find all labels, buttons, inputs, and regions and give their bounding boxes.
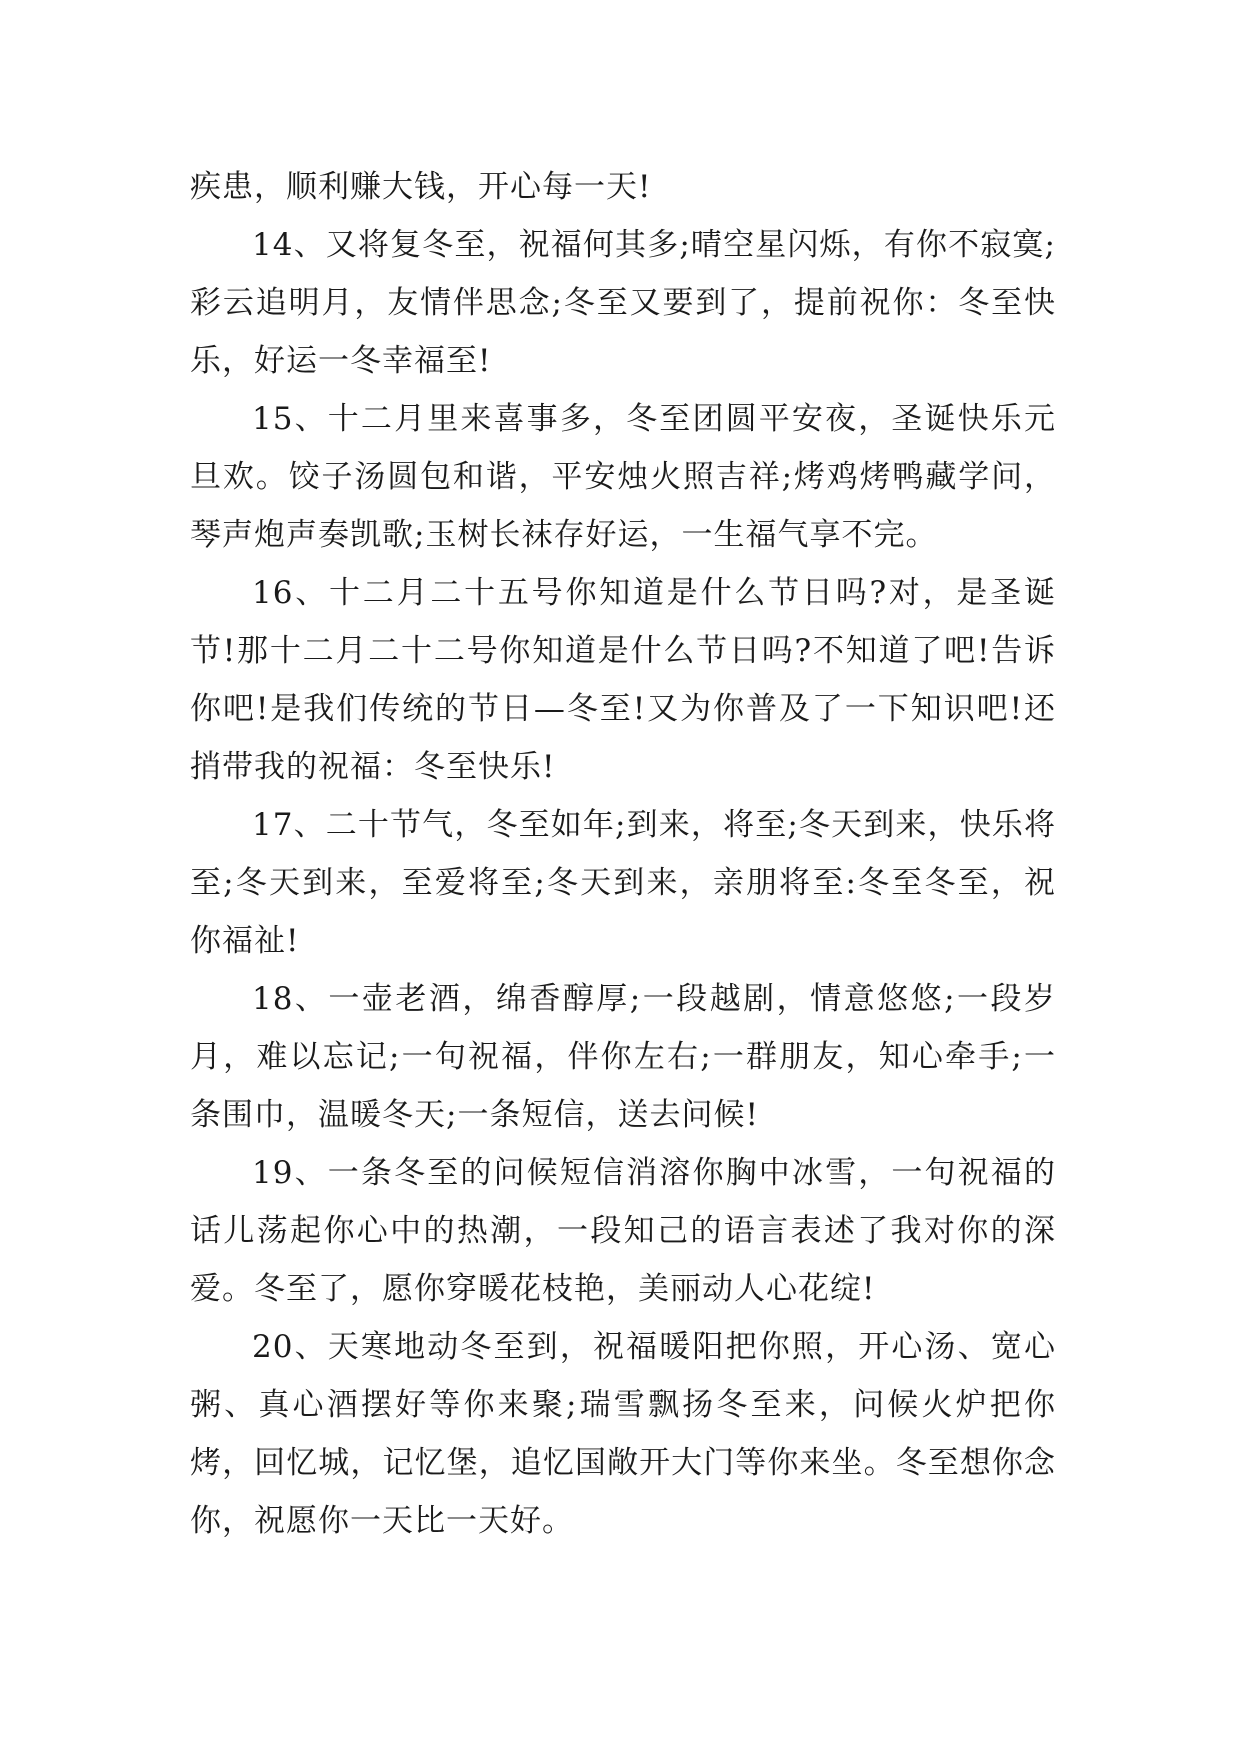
paragraph: 16、十二月二十五号你知道是什么节日吗?对，是圣诞节!那十二月二十二号你知道是什么节日吗?不知道了吧!告诉你吧!是我们传统的节日—冬至!又为你普及了一下知识吧!还捎带我的祝福：冬至快乐! — [190, 575, 1056, 785]
paragraph: 疾患，顺利赚大钱，开心每一天! — [190, 169, 652, 205]
paragraph: 14、又将复冬至，祝福何其多;晴空星闪烁，有你不寂寞;彩云追明月，友情伴思念;冬至又要到了，提前祝你：冬至快乐，好运一冬幸福至! — [190, 227, 1056, 379]
paragraph: 20、天寒地动冬至到，祝福暖阳把你照，开心汤、宽心粥、真心酒摆好等你来聚;瑞雪飘扬冬至来，问候火炉把你烤，回忆城，记忆堡，追忆国敞开大门等你来坐。冬至想你念你，祝愿你一天比一天好。 — [190, 1329, 1056, 1539]
paragraph: 15、十二月里来喜事多，冬至团圆平安夜，圣诞快乐元旦欢。饺子汤圆包和谐，平安烛火照吉祥;烤鸡烤鸭藏学问，琴声炮声奏凯歌;玉树长袜存好运，一生福气享不完。 — [190, 401, 1056, 553]
paragraph: 17、二十节气，冬至如年;到来，将至;冬天到来，快乐将至;冬天到来，至爱将至;冬天到来，亲朋将至:冬至冬至，祝你福祉! — [190, 807, 1056, 959]
paragraph: 19、一条冬至的问候短信消溶你胸中冰雪，一句祝福的话儿荡起你心中的热潮，一段知己的语言表述了我对你的深爱。冬至了，愿你穿暖花枝艳，美丽动人心花绽! — [190, 1155, 1056, 1307]
document-body — [190, 158, 1056, 1550]
paragraph: 18、一壶老酒，绵香醇厚;一段越剧，情意悠悠;一段岁月，难以忘记;一句祝福，伴你左右;一群朋友，知心牵手;一条围巾，温暖冬天;一条短信，送去问候! — [190, 981, 1056, 1133]
